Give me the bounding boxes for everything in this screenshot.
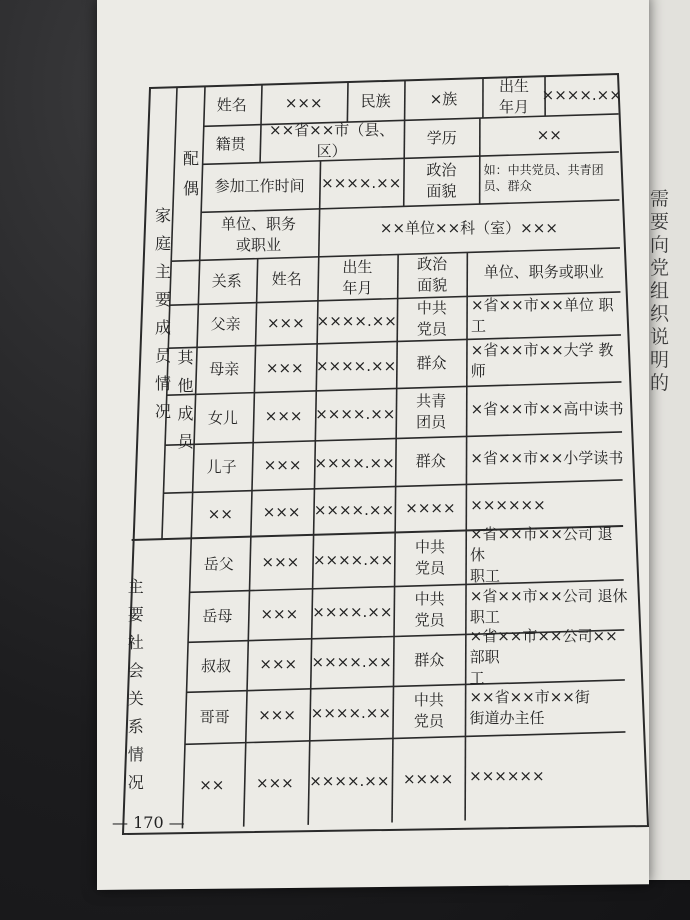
- others-politics: 中共 党员: [416, 298, 447, 338]
- others-unit: ×省××市××小学读书: [470, 448, 624, 467]
- social-relation: 岳母: [202, 606, 233, 625]
- spouse-edu-label: 学历: [426, 128, 457, 147]
- spouse-name-label: 姓名: [216, 95, 247, 114]
- others-unit: ×省××市××单位 职工: [470, 295, 614, 335]
- others-unit: ×省××市××大学 教师: [470, 340, 614, 380]
- social-politics: ××××: [402, 769, 454, 788]
- spouse-native-value: ××省××市（县、区）: [269, 121, 395, 161]
- spouse-politics-label: 政治 面貌: [426, 161, 457, 201]
- social-politics: 中共 党员: [413, 691, 444, 731]
- section-family: 家庭主要成员情况: [154, 205, 171, 421]
- others-relation: ××: [207, 504, 233, 523]
- page-number: — 170 —: [112, 813, 185, 832]
- spouse-name-value: ×××: [284, 93, 323, 112]
- header-politics: 政治 面貌: [417, 255, 448, 295]
- others-politics: 群众: [415, 451, 446, 470]
- spouse-unit-label: 单位、职务 或职业: [220, 214, 296, 254]
- others-birth: ××××.××: [316, 311, 397, 330]
- header-relation: 关系: [211, 271, 242, 290]
- others-politics: 群众: [416, 354, 447, 373]
- social-name: ×××: [259, 655, 298, 674]
- social-politics: 中共 党员: [414, 590, 445, 630]
- social-relation: 哥哥: [199, 707, 230, 726]
- others-birth: ××××.××: [315, 405, 396, 424]
- others-birth: ××××.××: [315, 356, 397, 375]
- social-birth: ××××.××: [312, 551, 394, 570]
- others-name: ×××: [262, 503, 301, 522]
- others-politics: ××××: [405, 498, 456, 517]
- social-name: ×××: [258, 706, 296, 725]
- others-name: ×××: [265, 358, 304, 377]
- social-relation: 叔叔: [201, 656, 232, 675]
- social-name: ×××: [256, 774, 294, 793]
- others-relation: 母亲: [209, 360, 240, 379]
- spouse-birth-label: 出生 年月: [498, 77, 529, 117]
- others-name: ×××: [264, 407, 303, 426]
- others-relation: 父亲: [210, 315, 241, 334]
- header-unit: 单位、职务或职业: [483, 262, 604, 281]
- social-birth: ××××.××: [312, 603, 393, 622]
- others-name: ×××: [263, 456, 302, 475]
- spouse-work-start-label: 参加工作时间: [214, 177, 305, 196]
- spouse-work-start-value: ××××.××: [321, 174, 402, 193]
- others-unit: ××××××: [470, 495, 546, 514]
- others-name: ×××: [266, 313, 305, 332]
- social-birth: ××××.××: [309, 772, 390, 791]
- social-politics: 中共 党员: [415, 538, 446, 578]
- spouse-politics-value: 如：中共党员、共青团员、群众: [483, 163, 604, 194]
- spouse-ethnic-value: ×族: [429, 89, 458, 108]
- section-others: 其他成员: [177, 347, 194, 451]
- social-relation: 岳父: [203, 554, 234, 573]
- next-page-text: 需要向党组织说明的: [650, 188, 670, 394]
- spouse-birth-value: ××××.××: [541, 85, 622, 104]
- social-birth: ××××.××: [311, 653, 392, 672]
- header-name: 姓名: [271, 270, 302, 289]
- section-spouse: 配偶: [182, 148, 199, 198]
- spouse-ethnic-label: 民族: [360, 91, 391, 110]
- others-politics: 共青 团员: [416, 392, 447, 432]
- social-name: ×××: [261, 553, 300, 572]
- social-name: ×××: [260, 605, 299, 624]
- header-birth: 出生 年月: [342, 257, 373, 297]
- spouse-unit-value: ××单位××科（室）×××: [379, 218, 558, 237]
- others-unit: ×省××市××高中读书: [470, 399, 624, 418]
- social-relation: ××: [199, 775, 225, 794]
- social-unit: ×省××市××公司 退休 职工: [470, 524, 613, 585]
- social-unit: ×省××市××公司××部职 工: [469, 626, 618, 687]
- social-unit: ××××××: [469, 766, 545, 785]
- section-social: 主要社会关系情况: [127, 576, 144, 792]
- others-birth: ××××.××: [313, 501, 395, 520]
- spouse-native-label: 籍贯: [215, 134, 246, 153]
- social-unit: ×省××市××公司 退休 职工: [469, 587, 628, 627]
- others-birth: ××××.××: [314, 454, 395, 473]
- spouse-edu-value: ××: [536, 125, 562, 144]
- social-unit: ××省××市××街 街道办主任: [469, 688, 590, 728]
- others-relation: 女儿: [207, 408, 238, 427]
- others-relation: 儿子: [206, 457, 237, 476]
- social-politics: 群众: [414, 650, 445, 669]
- social-birth: ××××.××: [310, 704, 391, 723]
